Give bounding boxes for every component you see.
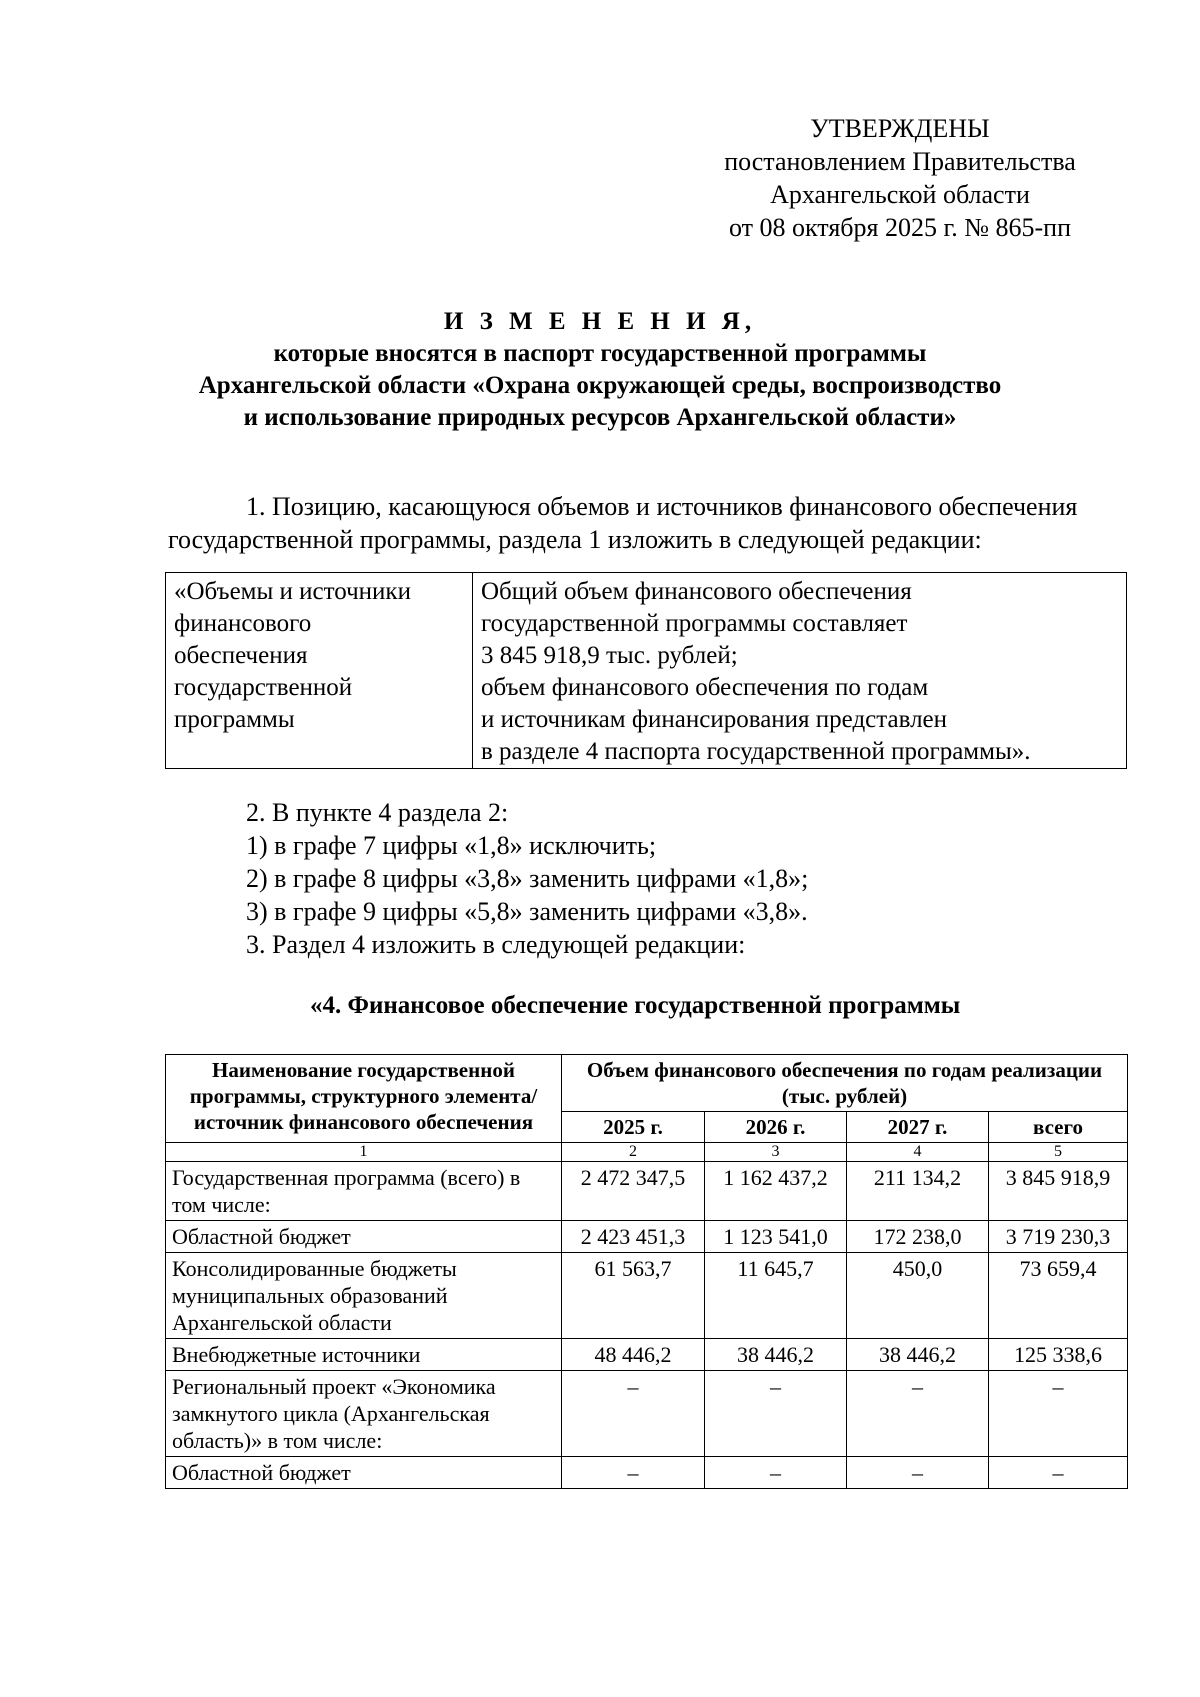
cell-line: Общий объем финансового обеспечения: [481, 578, 912, 605]
list-item: 3) в графе 9 цифры «5,8» заменить цифрами «3,8».: [246, 897, 808, 926]
column-numbers-row: [166, 1143, 1128, 1162]
financing-table: [165, 1054, 1128, 1489]
row-value: 2 423 451,3: [562, 1221, 705, 1253]
title-line: Архангельской области «Охрана окружающей среды, воспроизводство: [198, 372, 1002, 399]
list-item: 1) в графе 7 цифры «1,8» исключить;: [246, 831, 657, 860]
list-item: 2) в графе 8 цифры «3,8» заменить цифрами «1,8»;: [246, 864, 809, 893]
header-year: 2026 г.: [705, 1112, 847, 1143]
table-row: [166, 1253, 1128, 1339]
cell-line: «Объемы и источники: [174, 578, 411, 605]
amendment-list: [168, 796, 1128, 961]
row-value: 172 238,0: [847, 1221, 989, 1253]
cell-line: программы: [174, 706, 295, 733]
row-name: Внебюджетные источники: [166, 1339, 562, 1371]
row-value: 1 162 437,2: [705, 1162, 847, 1221]
approval-line: Архангельской области: [770, 180, 1030, 209]
column-number: 4: [847, 1143, 989, 1162]
row-value: 211 134,2: [847, 1162, 989, 1221]
document-title: [150, 306, 1050, 434]
row-value: –: [562, 1371, 705, 1457]
row-value: 38 446,2: [847, 1339, 989, 1371]
row-value: 61 563,7: [562, 1253, 705, 1339]
table-row: [166, 573, 1127, 769]
row-value: 3 719 230,3: [989, 1221, 1128, 1253]
row-value: 38 446,2: [705, 1339, 847, 1371]
cell-line: обеспечения: [174, 642, 308, 669]
row-value: –: [989, 1371, 1128, 1457]
approval-stamp: [680, 112, 1120, 244]
passport-value-cell: [473, 573, 1127, 769]
passport-label-cell: [166, 573, 473, 769]
row-value: 3 845 918,9: [989, 1162, 1128, 1221]
paragraph-1: [168, 490, 1128, 556]
row-value: 48 446,2: [562, 1339, 705, 1371]
row-value: 125 338,6: [989, 1339, 1128, 1371]
row-name: Областной бюджет: [166, 1457, 562, 1489]
cell-line: государственной: [174, 674, 353, 701]
row-name: Государственная программа (всего) в том числе:: [166, 1162, 562, 1221]
paragraph-line: государственной программы, раздела 1 изложить в следующей редакции:: [168, 525, 982, 554]
cell-line: 3 845 918,9 тыс. рублей;: [481, 642, 738, 669]
table-row: [166, 1221, 1128, 1253]
header-year: 2027 г.: [847, 1112, 989, 1143]
header-name: Наименование государственной программы, структурного элемента/источник финансового обеспечения: [166, 1055, 562, 1143]
title-line: которые вносятся в паспорт государственной программы: [273, 340, 927, 367]
approval-line: постановлением Правительства: [724, 147, 1076, 176]
row-value: 2 472 347,5: [562, 1162, 705, 1221]
row-value: –: [847, 1457, 989, 1489]
cell-line: в разделе 4 паспорта государственной программы».: [481, 738, 1031, 765]
row-value: –: [989, 1457, 1128, 1489]
header-volume: Объем финансового обеспечения по годам реализации (тыс. рублей): [562, 1055, 1128, 1112]
row-name: Консолидированные бюджеты муниципальных образований Архангельской области: [166, 1253, 562, 1339]
list-item: 2. В пункте 4 раздела 2:: [246, 798, 509, 827]
title-heading: И З М Е Н Е Н И Я,: [443, 308, 757, 335]
table-row: [166, 1162, 1128, 1221]
header-total: всего: [989, 1112, 1128, 1143]
row-value: –: [705, 1457, 847, 1489]
column-number: 3: [705, 1143, 847, 1162]
header-year: 2025 г.: [562, 1112, 705, 1143]
column-number: 2: [562, 1143, 705, 1162]
list-item: 3. Раздел 4 изложить в следующей редакции:: [246, 930, 746, 959]
passport-table: [165, 572, 1127, 769]
row-value: 11 645,7: [705, 1253, 847, 1339]
cell-line: финансового: [174, 610, 312, 637]
row-value: –: [847, 1371, 989, 1457]
row-value: 1 123 541,0: [705, 1221, 847, 1253]
column-number: 5: [989, 1143, 1128, 1162]
section-title: «4. Финансовое обеспечение государственной программы: [310, 992, 961, 1019]
table-header-row: [166, 1055, 1128, 1112]
table-row: [166, 1371, 1128, 1457]
row-value: 450,0: [847, 1253, 989, 1339]
paragraph-line: 1. Позицию, касающуюся объемов и источников финансового обеспечения: [246, 492, 1078, 521]
cell-line: государственной программы составляет: [481, 610, 908, 637]
title-line: и использование природных ресурсов Архангельской области»: [243, 404, 957, 431]
approval-line: от 08 октября 2025 г. № 865-пп: [729, 213, 1071, 242]
table-row: [166, 1339, 1128, 1371]
cell-line: и источникам финансирования представлен: [481, 706, 948, 733]
column-number: 1: [166, 1143, 562, 1162]
row-value: –: [705, 1371, 847, 1457]
cell-line: объем финансового обеспечения по годам: [481, 674, 929, 701]
row-name: Региональный проект «Экономика замкнутого цикла (Архангельская область)» в том числе:: [166, 1371, 562, 1457]
table-row: [166, 1457, 1128, 1489]
row-value: –: [562, 1457, 705, 1489]
approval-line: УТВЕРЖДЕНЫ: [810, 114, 990, 143]
row-value: 73 659,4: [989, 1253, 1128, 1339]
row-name: Областной бюджет: [166, 1221, 562, 1253]
